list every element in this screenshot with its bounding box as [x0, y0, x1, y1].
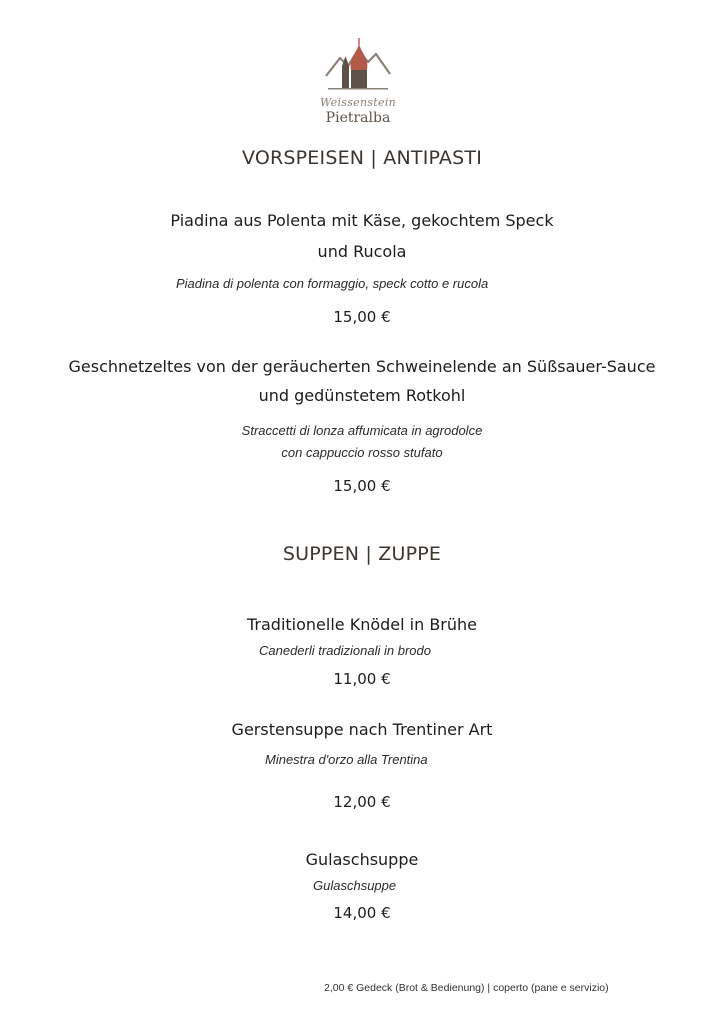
church-tower-icon: [318, 36, 398, 98]
dish-price: 12,00 €: [333, 793, 391, 811]
dish-price: 15,00 €: [333, 477, 391, 495]
dish-name-it: Piadina di polenta con formaggio, speck cotto e rucola: [176, 276, 489, 291]
dish-name-it: con cappuccio rosso stufato: [281, 445, 443, 460]
dish-name-de: Geschnetzeltes von der geräucherten Schweinelende an Süßsauer-Sauce: [68, 357, 656, 376]
dish-price: 11,00 €: [333, 670, 391, 688]
dish-price: 15,00 €: [333, 308, 391, 326]
dish-price: 14,00 €: [333, 904, 391, 922]
dish-name-de: Piadina aus Polenta mit Käse, gekochtem Speck: [170, 211, 554, 230]
dish-name-it: Minestra d'orzo alla Trentina: [265, 752, 428, 767]
brand-name: Pietralba: [325, 110, 391, 126]
dish-name-it: Straccetti di lonza affumicata in agrodolce: [241, 423, 483, 438]
dish-name-de: und gedünstetem Rotkohl: [258, 386, 466, 405]
dish-name-it: Canederli tradizionali in brodo: [259, 643, 431, 658]
dish-name-de: Gerstensuppe nach Trentiner Art: [231, 720, 493, 739]
dish-name-de: Gulaschsuppe: [305, 850, 419, 869]
brand-script-name: Weissenstein: [319, 96, 397, 109]
dish-name-de: und Rucola: [317, 242, 407, 261]
cover-charge-note: 2,00 € Gedeck (Brot & Bedienung) | coperto (pane e servizio): [324, 982, 609, 994]
section-title-zuppe: SUPPEN | ZUPPE: [282, 543, 442, 565]
dish-name-de: Traditionelle Knödel in Brühe: [246, 615, 478, 634]
dish-name-it: Gulaschsuppe: [313, 878, 397, 893]
section-title-antipasti: VORSPEISEN | ANTIPASTI: [241, 147, 483, 169]
